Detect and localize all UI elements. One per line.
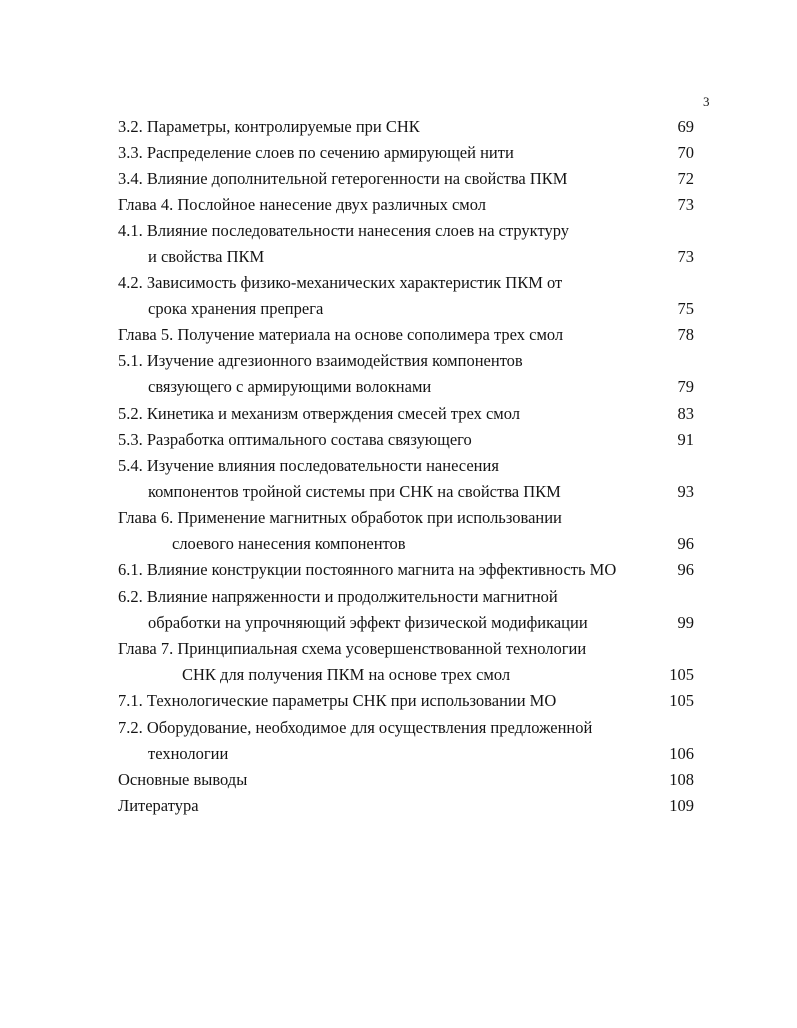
toc-entry [0,430,797,450]
toc-entry-title: обработки на упрочняющий эффект физической модификации [148,613,588,632]
toc-entry-title: и свойства ПКМ [148,247,265,266]
toc-entry [0,377,797,397]
toc-entry [0,665,797,685]
toc-entry-page: 70 [677,143,694,162]
toc-entry-page: 105 [669,691,694,710]
toc-entry [0,143,797,163]
toc-entry-page: 83 [677,404,694,423]
toc-entry-page: 106 [669,744,694,763]
toc-entry-title: слоевого нанесения компонентов [172,534,406,553]
toc-entry-title: связующего с армирующими волокнами [148,377,432,396]
toc-entry [0,273,797,293]
toc-entry-page: 93 [677,482,694,501]
toc-entry [0,744,797,764]
toc-entry [0,587,797,607]
toc-entry [0,796,797,816]
page-number: 3 [703,94,710,109]
toc-entry [0,482,797,502]
toc-entry-page: 99 [677,613,694,632]
toc-entry-title: СНК для получения ПКМ на основе трех смол [182,665,511,684]
toc-entry-title: 5.4. Изучение влияния последовательности нанесения [118,456,499,475]
toc-entry-title: 5.3. Разработка оптимального состава связующего [118,430,472,449]
toc-entry [0,195,797,215]
toc-entry [0,169,797,189]
toc-entry-page: 79 [677,377,694,396]
toc-entry [0,325,797,345]
toc-entry-page: 72 [677,169,694,188]
toc-entry-title: компонентов тройной системы при СНК на свойства ПКМ [148,482,561,501]
toc-entry-title: 3.2. Параметры, контролируемые при СНК [118,117,420,136]
toc-entry-title: Глава 7. Принципиальная схема усовершенствованной технологии [118,639,587,658]
toc-entry-title: 4.2. Зависимость физико-механических характеристик ПКМ от [118,273,563,292]
toc-entry-title: Глава 6. Применение магнитных обработок при использовании [118,508,562,527]
toc-entry-page: 78 [677,325,694,344]
toc-entry-title: 3.4. Влияние дополнительной гетерогенности на свойства ПКМ [118,169,568,188]
toc-entry-title: Глава 4. Послойное нанесение двух различных смол [118,195,487,214]
toc-entry [0,299,797,319]
toc-entry-title: 6.2. Влияние напряженности и продолжительности магнитной [118,587,558,606]
toc-entry [0,613,797,633]
toc-entry-title: 6.1. Влияние конструкции постоянного магнита на эффективность МО [118,560,617,579]
toc-entry-page: 73 [677,195,694,214]
toc-entry-title: срока хранения препрега [148,299,324,318]
toc-entry-title: 3.3. Распределение слоев по сечению армирующей нити [118,143,514,162]
toc-entry [0,508,797,528]
toc-entry [0,691,797,711]
toc-entry-title: 7.1. Технологические параметры СНК при использовании МО [118,691,557,710]
toc-entry-title: 4.1. Влияние последовательности нанесения слоев на структуру [118,221,569,240]
toc-entry [0,404,797,424]
toc-entry [0,221,797,241]
toc-entry-title: Глава 5. Получение материала на основе сополимера трех смол [118,325,564,344]
toc-entry-page: 75 [677,299,694,318]
toc-entry-page: 96 [677,534,694,553]
toc-entry-title: 7.2. Оборудование, необходимое для осуществления предложенной [118,718,593,737]
toc-entry-page: 91 [677,430,694,449]
toc-entry-title: Литература [118,796,199,815]
toc-entry-title: технологии [148,744,229,763]
toc-entry-title: Основные выводы [118,770,248,789]
toc-entry [0,718,797,738]
toc-entry [0,247,797,267]
toc-entry-page: 108 [669,770,694,789]
toc-entry-title: 5.2. Кинетика и механизм отверждения смесей трех смол [118,404,520,423]
toc-entry-page: 105 [669,665,694,684]
toc-entry-page: 69 [677,117,694,136]
toc-entry-page: 96 [677,560,694,579]
toc-entry-title: 5.1. Изучение адгезионного взаимодействия компонентов [118,351,523,370]
toc-entry [0,351,797,371]
toc-entry-page: 73 [677,247,694,266]
toc-entry [0,560,797,580]
toc-entry [0,534,797,554]
toc-entry [0,639,797,659]
toc-entry-page: 109 [669,796,694,815]
toc-entry [0,117,797,137]
toc-entry [0,770,797,790]
toc-entry [0,456,797,476]
